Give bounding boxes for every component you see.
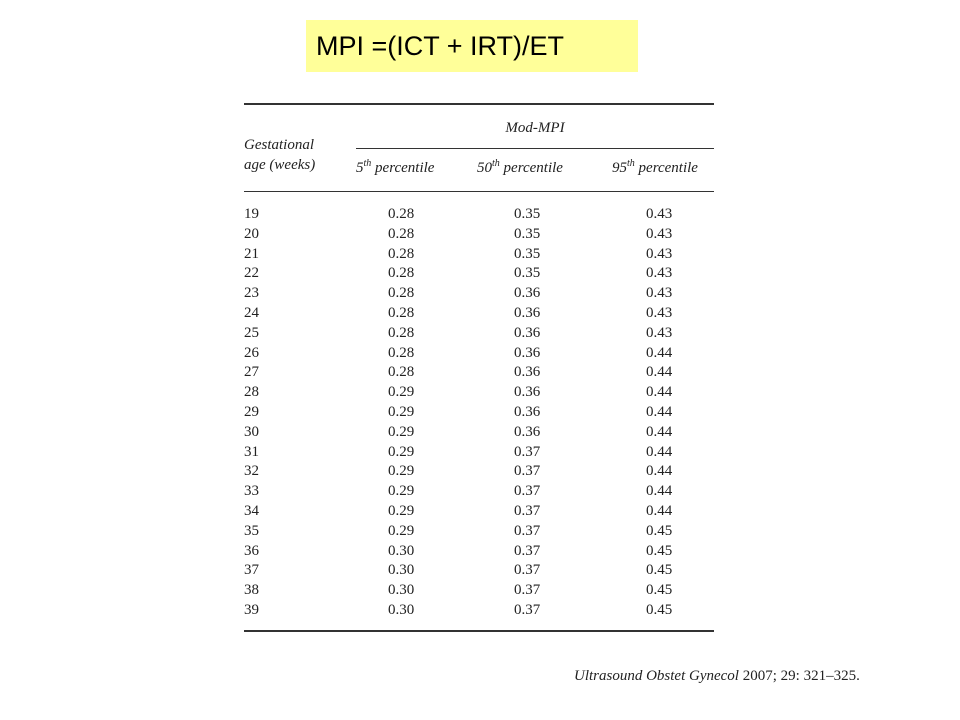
p95-cell: 0.44: [646, 463, 673, 480]
p50-cell: 0.36: [514, 403, 541, 420]
p5-cell: 0.28: [388, 265, 415, 282]
table-row: [244, 443, 714, 463]
table-bottom-rule: [244, 630, 714, 632]
gestational-age-cell: 21: [244, 245, 259, 262]
p50-cell: 0.37: [514, 542, 541, 559]
col-header-5th: [356, 158, 434, 177]
p50-cell: 0.35: [514, 265, 541, 282]
p95-cell: 0.43: [646, 206, 673, 222]
gestational-age-cell: 38: [244, 582, 259, 599]
table-row: [244, 284, 714, 304]
gestational-age-cell: 32: [244, 463, 259, 480]
p95-cell: 0.43: [646, 304, 673, 321]
col-header-5th-num: 5: [356, 160, 364, 176]
p5-cell: 0.28: [388, 225, 415, 242]
p5-cell: 0.29: [388, 443, 415, 460]
p50-cell: 0.37: [514, 463, 541, 480]
gestational-age-cell: 23: [244, 285, 259, 302]
gestational-age-cell: 31: [244, 443, 259, 460]
table-row: [244, 502, 714, 522]
table-row: [244, 304, 714, 324]
gestational-age-header-line2: age (weeks): [244, 157, 316, 173]
p5-cell: 0.28: [388, 364, 415, 381]
p95-cell: 0.44: [646, 384, 673, 401]
table-header: [244, 105, 714, 191]
p5-cell: 0.29: [388, 423, 415, 440]
p95-cell: 0.44: [646, 403, 673, 420]
p50-cell: 0.36: [514, 364, 541, 381]
p95-cell: 0.44: [646, 344, 673, 361]
p95-cell: 0.44: [646, 364, 673, 381]
p50-cell: 0.37: [514, 502, 541, 519]
p95-cell: 0.44: [646, 483, 673, 500]
table-row: [244, 344, 714, 364]
p5-cell: 0.29: [388, 384, 415, 401]
gestational-age-cell: 34: [244, 502, 259, 519]
p50-cell: 0.36: [514, 344, 541, 361]
group-header-rule: [356, 148, 714, 149]
col-header-95th-num: 95: [612, 160, 627, 176]
gestational-age-cell: 37: [244, 562, 259, 579]
p5-cell: 0.29: [388, 463, 415, 480]
p95-cell: 0.44: [646, 502, 673, 519]
citation-journal: Ultrasound Obstet Gynecol: [574, 668, 739, 684]
p50-cell: 0.37: [514, 443, 541, 460]
gestational-age-cell: 29: [244, 403, 259, 420]
p5-cell: 0.28: [388, 285, 415, 302]
p95-cell: 0.44: [646, 443, 673, 460]
p95-cell: 0.45: [646, 582, 673, 599]
table-body: [244, 192, 714, 630]
col-header-5th-sup: th: [363, 158, 372, 169]
p95-cell: 0.43: [646, 225, 673, 242]
gestational-age-cell: 26: [244, 344, 259, 361]
p5-cell: 0.29: [388, 522, 415, 539]
table-row: [244, 542, 714, 562]
p5-cell: 0.28: [388, 304, 415, 321]
col-header-5th-label: percentile: [371, 160, 435, 176]
table-row: [244, 423, 714, 443]
percentile-table: [244, 103, 714, 632]
p50-cell: 0.35: [514, 225, 541, 242]
table-row: [244, 363, 714, 383]
p50-cell: 0.37: [514, 601, 541, 618]
gestational-age-cell: 36: [244, 542, 259, 559]
table-row: [244, 383, 714, 403]
table-row: [244, 522, 714, 542]
table-row: [244, 462, 714, 482]
p5-cell: 0.30: [388, 542, 415, 559]
table-row: [244, 245, 714, 265]
gestational-age-cell: 19: [244, 206, 259, 222]
p50-cell: 0.36: [514, 384, 541, 401]
p5-cell: 0.29: [388, 502, 415, 519]
p95-cell: 0.45: [646, 562, 673, 579]
gestational-age-cell: 30: [244, 423, 259, 440]
col-header-95th-sup: th: [627, 158, 635, 169]
gestational-age-cell: 24: [244, 304, 259, 321]
gestational-age-cell: 22: [244, 265, 259, 282]
p50-cell: 0.35: [514, 206, 541, 222]
p50-cell: 0.36: [514, 304, 541, 321]
col-header-95th-label: percentile: [634, 160, 698, 176]
p50-cell: 0.37: [514, 562, 541, 579]
p95-cell: 0.45: [646, 601, 673, 618]
table-row: [244, 403, 714, 423]
p5-cell: 0.28: [388, 206, 415, 222]
gestational-age-cell: 28: [244, 384, 259, 401]
p95-cell: 0.43: [646, 265, 673, 282]
p5-cell: 0.30: [388, 582, 415, 599]
gestational-age-cell: 39: [244, 601, 259, 618]
p95-cell: 0.43: [646, 285, 673, 302]
table-row: [244, 225, 714, 245]
gestational-age-cell: 27: [244, 364, 259, 381]
p95-cell: 0.43: [646, 324, 673, 341]
citation-details: 2007; 29: 321–325.: [738, 668, 860, 684]
gestational-age-cell: 35: [244, 522, 259, 539]
p5-cell: 0.29: [388, 483, 415, 500]
formula-text: MPI =(ICT + IRT)/ET: [316, 30, 565, 61]
p5-cell: 0.29: [388, 403, 415, 420]
col-header-50th-num: 50: [477, 160, 492, 176]
p5-cell: 0.28: [388, 344, 415, 361]
table-row: [244, 561, 714, 581]
p50-cell: 0.37: [514, 522, 541, 539]
p50-cell: 0.35: [514, 245, 541, 262]
p95-cell: 0.43: [646, 245, 673, 262]
p50-cell: 0.36: [514, 423, 541, 440]
gestational-age-cell: 33: [244, 483, 259, 500]
table-row: [244, 264, 714, 284]
p5-cell: 0.30: [388, 562, 415, 579]
table-row: [244, 482, 714, 502]
mod-mpi-header: Mod-MPI: [505, 120, 565, 136]
table-row: [244, 581, 714, 601]
p95-cell: 0.45: [646, 522, 673, 539]
table-row: [244, 324, 714, 344]
p5-cell: 0.28: [388, 245, 415, 262]
p5-cell: 0.28: [388, 324, 415, 341]
gestational-age-header: [244, 135, 315, 175]
p5-cell: 0.30: [388, 601, 415, 618]
table-row: [244, 205, 714, 225]
p50-cell: 0.36: [514, 324, 541, 341]
gestational-age-cell: 25: [244, 324, 259, 341]
col-header-50th-sup: th: [492, 158, 500, 169]
p50-cell: 0.36: [514, 285, 541, 302]
gestational-age-header-line1: Gestational: [244, 137, 314, 153]
p50-cell: 0.37: [514, 483, 541, 500]
col-header-50th: [477, 158, 563, 177]
p95-cell: 0.45: [646, 542, 673, 559]
formula-title: [306, 20, 638, 72]
p95-cell: 0.44: [646, 423, 673, 440]
citation: [574, 668, 860, 685]
col-header-50th-label: percentile: [499, 160, 563, 176]
table-row: [244, 601, 714, 621]
p50-cell: 0.37: [514, 582, 541, 599]
col-header-95th: [612, 158, 698, 177]
gestational-age-cell: 20: [244, 225, 259, 242]
